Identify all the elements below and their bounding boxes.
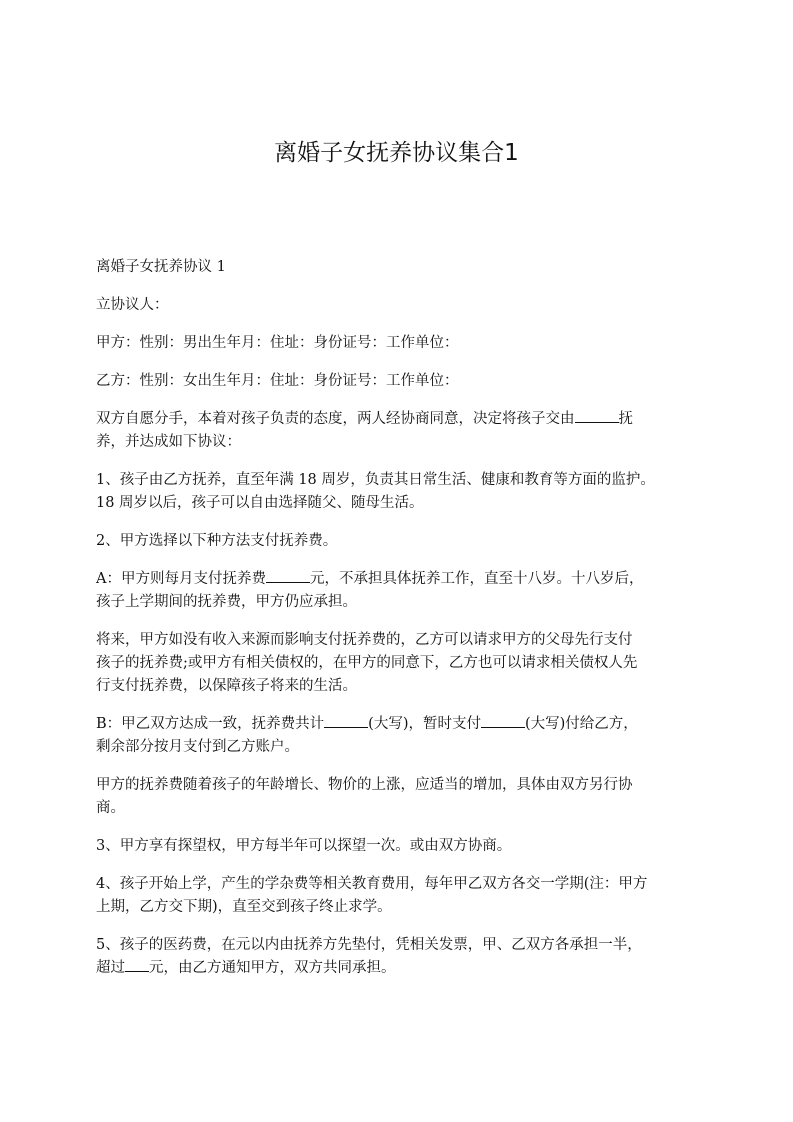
text-line: 甲方：性别：男出生年月：住址：身份证号：工作单位： bbox=[96, 335, 459, 351]
text-line: 将来，甲方如没有收入来源而影响支付抚养费的，乙方可以请求甲方的父母先行支付 bbox=[96, 632, 633, 648]
fill-blank bbox=[481, 713, 525, 728]
text-line: 养，并达成如下协议： bbox=[96, 434, 241, 450]
paragraph-option-b bbox=[96, 713, 706, 759]
text-line: 孩子的抚养费;或甲方有相关债权的，在甲方的同意下，乙方也可以请求相关债权人先 bbox=[96, 655, 638, 671]
paragraph-clause-3 bbox=[96, 835, 706, 858]
text-line: 3、甲方享有探望权，甲方每半年可以探望一次。或由双方协商。 bbox=[96, 838, 512, 854]
paragraph-party-b bbox=[96, 370, 706, 393]
paragraph-clause-5 bbox=[96, 934, 706, 980]
text-line: 孩子上学期间的抚养费，甲方仍应承担。 bbox=[96, 594, 357, 610]
text-line bbox=[96, 408, 706, 431]
text-line: 5、孩子的医药费，在元以内由抚养方先垫付，凭相关发票，甲、乙双方各承担一半， bbox=[96, 937, 642, 953]
text-line: 1、孩子由乙方抚养，直至年满 18 周岁，负责其日常生活、健康和教育等方面的监护。 bbox=[96, 472, 655, 488]
text-segment: 元，不承担具体抚养工作，直至十八岁。十八岁后， bbox=[309, 571, 644, 587]
text-segment: (大写)付给乙方， bbox=[524, 716, 638, 732]
text-line bbox=[96, 713, 706, 736]
text-segment: 双方自愿分手，本着对孩子负责的态度，两人经协商同意，决定将孩子交由 bbox=[96, 411, 575, 427]
paragraph-intro bbox=[96, 408, 706, 454]
fill-blank bbox=[324, 713, 368, 728]
text-line: 离婚子女抚养协议 1 bbox=[96, 259, 226, 275]
paragraph-clause-1 bbox=[96, 469, 706, 515]
text-line: 乙方：性别：女出生年月：住址：身份证号：工作单位： bbox=[96, 373, 459, 389]
paragraph-parties bbox=[96, 294, 706, 317]
fill-blank bbox=[266, 568, 310, 583]
paragraph-increase bbox=[96, 774, 706, 820]
fill-blank bbox=[125, 957, 149, 972]
text-line bbox=[96, 957, 706, 980]
text-line: 2、甲方选择以下种方法支付抚养费。 bbox=[96, 533, 338, 549]
text-segment: 超过 bbox=[96, 960, 125, 976]
paragraph-option-a bbox=[96, 568, 706, 614]
paragraph-party-a bbox=[96, 332, 706, 355]
text-line: 行支付抚养费，以保障孩子将来的生活。 bbox=[96, 678, 357, 694]
paragraph-subtitle bbox=[96, 256, 706, 279]
text-segment: 抚 bbox=[618, 411, 633, 427]
text-line: 剩余部分按月支付到乙方账户。 bbox=[96, 739, 299, 755]
text-line bbox=[96, 568, 706, 591]
text-segment: 元，由乙方通知甲方，双方共同承担。 bbox=[149, 960, 396, 976]
text-line: 上期，乙方交下期)，直至交到孩子终止求学。 bbox=[96, 899, 392, 915]
document-title: 离婚子女抚养协议集合1 bbox=[274, 140, 519, 166]
fill-blank bbox=[575, 408, 619, 423]
text-segment: B：甲乙双方达成一致，抚养费共计 bbox=[96, 716, 325, 732]
text-segment: A：甲方则每月支付抚养费 bbox=[96, 571, 266, 587]
text-line: 商。 bbox=[96, 800, 125, 816]
text-segment: (大写)，暂时支付 bbox=[368, 716, 481, 732]
paragraph-clause-4 bbox=[96, 873, 706, 919]
text-line: 甲方的抚养费随着孩子的年龄增长、物价的上涨，应适当的增加，具体由双方另行协 bbox=[96, 777, 633, 793]
document-body bbox=[96, 256, 706, 995]
text-line: 4、孩子开始上学，产生的学杂费等相关教育费用，每年甲乙双方各交一学期(注：甲方 bbox=[96, 876, 648, 892]
text-line: 立协议人： bbox=[96, 297, 169, 313]
paragraph-clause-2 bbox=[96, 530, 706, 553]
text-line: 18 周岁以后，孩子可以自由选择随父、随母生活。 bbox=[96, 495, 424, 511]
paragraph-future-support bbox=[96, 629, 706, 698]
